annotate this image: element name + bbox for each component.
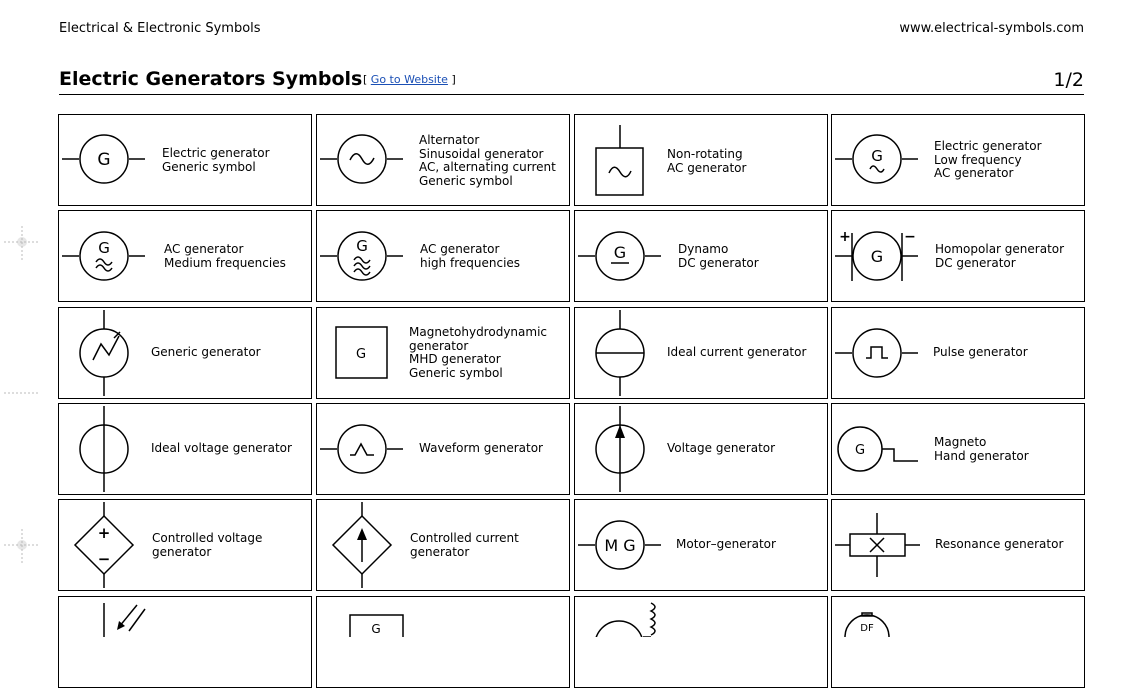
pulse-generator-symbol bbox=[832, 308, 932, 398]
g-label: G bbox=[613, 243, 627, 262]
symbol-label: Pulse generator bbox=[933, 345, 1028, 359]
symbol-cell-partial-1 bbox=[58, 596, 312, 688]
minus-sign: − bbox=[904, 229, 916, 245]
controlled-current-generator-symbol bbox=[317, 500, 417, 590]
go-to-website-link[interactable]: Go to Website bbox=[370, 73, 448, 86]
symbol-cell-ac-high bbox=[316, 210, 570, 302]
generator-with-coil-symbol bbox=[575, 597, 675, 637]
symbol-cell-controlled-voltage bbox=[58, 499, 312, 591]
resonance-generator-symbol bbox=[832, 500, 932, 590]
non-rotating-ac-symbol bbox=[575, 115, 675, 205]
symbol-label: Alternator Sinusoidal generator AC, alternating current Generic symbol bbox=[419, 133, 556, 188]
symbol-label: Voltage generator bbox=[667, 441, 776, 455]
low-frequency-generator-symbol bbox=[832, 115, 932, 205]
symbol-label: Waveform generator bbox=[419, 441, 543, 455]
symbol-cell-partial-3 bbox=[574, 596, 828, 688]
symbol-label: Magnetohydrodynamic generator MHD generator Generic symbol bbox=[409, 325, 547, 380]
g-label: G bbox=[355, 347, 367, 362]
g-label: G bbox=[870, 247, 884, 266]
g-label: G bbox=[371, 622, 381, 636]
symbol-cell-dynamo bbox=[574, 210, 828, 302]
symbol-label: Ideal current generator bbox=[667, 345, 807, 359]
alternator-symbol bbox=[317, 115, 417, 205]
bracket-close: ] bbox=[451, 73, 456, 86]
generic-generator-symbol bbox=[59, 308, 159, 398]
ac-high-frequency-symbol bbox=[317, 211, 417, 301]
g-label: G bbox=[97, 150, 111, 170]
waveform-generator-symbol bbox=[317, 404, 417, 494]
ideal-voltage-generator-symbol bbox=[59, 404, 159, 494]
symbol-label: Generic generator bbox=[151, 345, 261, 359]
symbol-cell-controlled-current bbox=[316, 499, 570, 591]
symbol-cell-pulse bbox=[831, 307, 1085, 399]
title-row bbox=[59, 68, 1084, 95]
symbol-cell-ideal-current bbox=[574, 307, 828, 399]
symbol-cell-motor-generator bbox=[574, 499, 828, 591]
symbol-label: Controlled current generator bbox=[410, 531, 519, 559]
g-label: G bbox=[356, 237, 368, 255]
symbol-label: Electric generator Generic symbol bbox=[162, 146, 270, 174]
symbol-cell-non-rotating bbox=[574, 114, 828, 206]
symbol-cell-partial-2 bbox=[316, 596, 570, 688]
symbol-label: Homopolar generator DC generator bbox=[935, 242, 1065, 270]
df-label: DF bbox=[860, 623, 874, 634]
minus-sign: − bbox=[97, 550, 111, 568]
g-label: G bbox=[871, 147, 883, 165]
crosshair-icon bbox=[4, 529, 40, 565]
symbol-label: Motor–generator bbox=[676, 537, 776, 551]
motor-generator-symbol bbox=[575, 500, 675, 590]
symbol-cell-resonance bbox=[831, 499, 1085, 591]
ac-medium-frequency-symbol bbox=[59, 211, 159, 301]
electric-generator-symbol bbox=[59, 115, 159, 205]
go-to-website bbox=[363, 73, 456, 86]
symbol-cell-alternator bbox=[316, 114, 570, 206]
symbol-cell-mhd bbox=[316, 307, 570, 399]
symbol-cell-generic-generator bbox=[58, 307, 312, 399]
mhd-generator-symbol bbox=[317, 308, 417, 398]
photo-generator-symbol bbox=[59, 597, 159, 637]
symbol-label: Ideal voltage generator bbox=[151, 441, 292, 455]
dynamo-symbol bbox=[575, 211, 675, 301]
symbol-label: Non-rotating AC generator bbox=[667, 147, 747, 175]
crosshair-icon bbox=[4, 226, 40, 262]
symbol-cell-magneto bbox=[831, 403, 1085, 495]
symbol-cell-ac-medium bbox=[58, 210, 312, 302]
dotted-rule-icon bbox=[4, 390, 40, 396]
controlled-voltage-generator-symbol bbox=[59, 500, 159, 590]
symbol-cell-electric-generator bbox=[58, 114, 312, 206]
ideal-current-generator-symbol bbox=[575, 308, 675, 398]
symbol-label: Dynamo DC generator bbox=[678, 242, 759, 270]
symbol-label: AC generator Medium frequencies bbox=[164, 242, 286, 270]
homopolar-generator-symbol bbox=[832, 211, 932, 301]
plus-sign: + bbox=[97, 524, 111, 542]
symbol-label: AC generator high frequencies bbox=[420, 242, 521, 270]
symbol-cell-homopolar bbox=[831, 210, 1085, 302]
page-number: 1/2 bbox=[1053, 69, 1084, 91]
boxed-generator-symbol bbox=[317, 597, 417, 637]
df-generator-symbol bbox=[832, 597, 932, 637]
mg-label: M G bbox=[604, 536, 636, 555]
site-url: www.electrical-symbols.com bbox=[899, 21, 1084, 36]
symbol-label: Resonance generator bbox=[935, 537, 1064, 551]
symbol-cell-low-frequency bbox=[831, 114, 1085, 206]
bracket-open: [ bbox=[363, 73, 368, 86]
symbol-cell-waveform bbox=[316, 403, 570, 495]
magneto-symbol bbox=[832, 404, 932, 494]
g-label: G bbox=[854, 443, 866, 458]
page-title: Electric Generators Symbols bbox=[59, 68, 363, 90]
symbol-label: Controlled voltage generator bbox=[152, 531, 263, 559]
symbol-label: Electric generator Low frequency AC generator bbox=[934, 139, 1042, 180]
symbol-cell-partial-4 bbox=[831, 596, 1085, 688]
voltage-generator-symbol bbox=[575, 404, 675, 494]
plus-sign: + bbox=[839, 229, 851, 245]
symbol-cell-ideal-voltage bbox=[58, 403, 312, 495]
symbol-label: Magneto Hand generator bbox=[934, 435, 1029, 463]
g-label: G bbox=[98, 239, 110, 257]
site-name: Electrical & Electronic Symbols bbox=[59, 21, 261, 36]
symbol-cell-voltage bbox=[574, 403, 828, 495]
